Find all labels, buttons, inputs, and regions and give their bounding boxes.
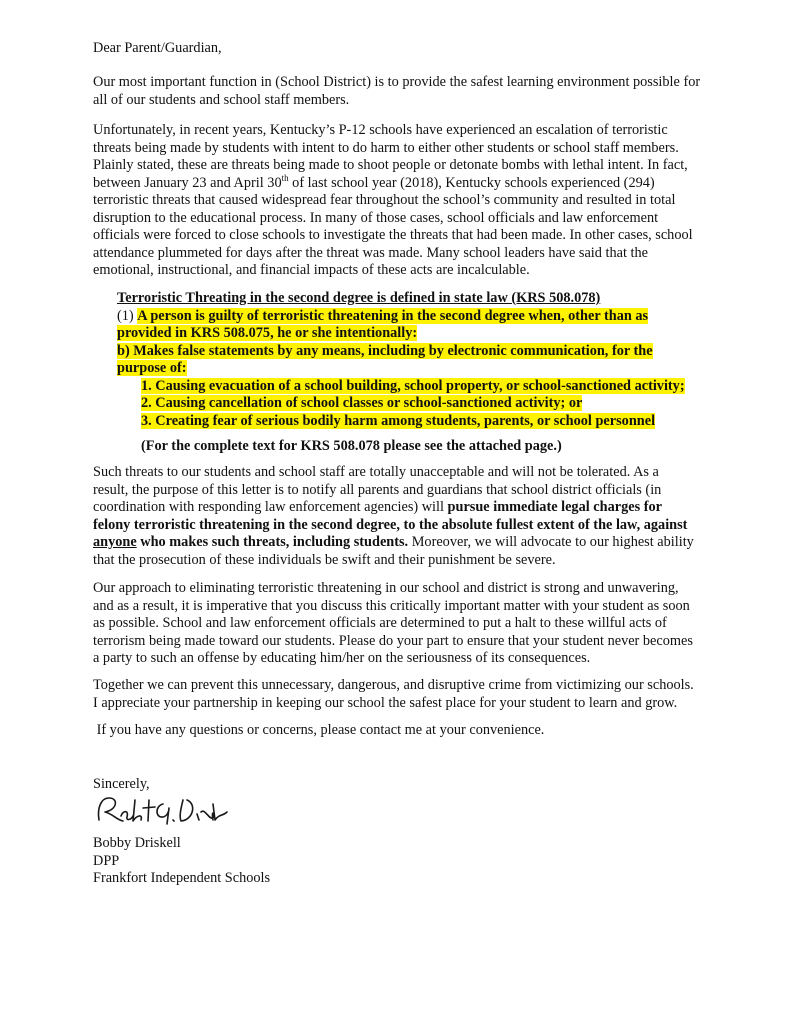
paragraph-line: felony terroristic threatening in the second degree, to the absolute fullest extent of the law, against (93, 516, 688, 533)
paragraph-line: emotional, instructional, and financial impacts of these acts are incalculable. (93, 262, 530, 278)
text-run: of last school year (2018), Kentucky schools experienced (294) (288, 174, 655, 191)
underlined-text: anyone (93, 534, 137, 550)
signer-name: Bobby Driskell (93, 835, 181, 851)
paragraph-line: Our approach to eliminating terroristic threatening in our school and district is strong and unwavering, (93, 580, 679, 596)
paragraph-line: result, the purpose of this letter is to notify all parents and guardians that school district officials (in (93, 481, 662, 498)
paragraph-line: Together we can prevent this unnecessary, dangerous, and disruptive crime from victimizing our schools. (93, 677, 694, 693)
paragraph-line: Such threats to our students and school staff are totally unacceptable and will not be tolerated. As a (93, 464, 659, 480)
highlighted-text: 1. Causing evacuation of a school building, school property, or school-sanctioned activity; (141, 377, 685, 394)
paragraph-line: disruption to the educational process. In many of those cases, school officials and law enforcement (93, 209, 659, 226)
law-note: (For the complete text for KRS 508.078 please see the attached page.) (141, 438, 562, 454)
handwritten-signature (93, 790, 238, 830)
paragraph-line: that the prosecution of these individuals be swift and their punishment be severe. (93, 551, 556, 568)
paragraph-line (93, 172, 655, 193)
highlighted-text: provided in KRS 508.075, he or she intentionally: (117, 325, 418, 341)
law-heading: Terroristic Threating in the second degree is defined in state law (KRS 508.078) (117, 290, 601, 306)
highlighted-text: purpose of: (117, 360, 187, 376)
paragraph-line: and as a result, it is imperative that you discuss this critically important matter with your student as soon (93, 597, 690, 614)
law-item-b-cont (117, 360, 187, 378)
signer-title: DPP (93, 852, 120, 869)
text-run: coordination with responding law enforcement agencies) will (93, 499, 448, 515)
highlighted-text: b) Makes false statements by any means, including by electronic communication, for the (117, 342, 653, 359)
paragraph-line: officials were forced to close schools to investigate the threats that had been made. In other cases, school (93, 227, 693, 243)
law-item-prefix: (1) (117, 307, 138, 324)
paragraph-contact: If you have any questions or concerns, please contact me at your convenience. (93, 722, 545, 738)
law-item-1 (117, 308, 648, 326)
salutation: Dear Parent/Guardian, (93, 40, 222, 56)
paragraph-line: terroristic threats that caused widespread fear throughout the school’s community and resulted in total (93, 192, 676, 208)
bold-text: pursue immediate legal charges for (447, 499, 662, 515)
paragraph-line: as possible. School and law enforcement officials are determined to put a halt to these willful acts of (93, 615, 667, 631)
law-subitem-1 (141, 378, 685, 396)
text-run: Moreover, we will advocate to our highest ability (408, 534, 694, 550)
paragraph-line: Plainly stated, these are threats being made to shoot people or detonate bombs with lethal intent. In fact, (93, 157, 688, 173)
highlighted-text: 3. Creating fear of serious bodily harm among students, parents, or school personnel (141, 412, 656, 429)
paragraph-line: attendance plummeted for days after the threat was made. Many school leaders have said that the (93, 244, 648, 261)
paragraph-line: terrorism being made toward our students. Please do your part to ensure that your student never becomes (93, 632, 693, 649)
paragraph-line: Unfortunately, in recent years, Kentucky’s P-12 schools have experienced an escalation of terroristic (93, 122, 668, 138)
superscript: th (281, 172, 289, 183)
paragraph-line: I appreciate your partnership in keeping our school the safest place for your student to learn and grow. (93, 694, 678, 711)
text-run: between January 23 and April 30 (93, 174, 282, 191)
paragraph-line (93, 534, 694, 552)
paragraph-intro: Our most important function in (School District) is to provide the safest learning environment possible for all of our students and school staff members. (93, 74, 701, 108)
bold-text: who makes such threats, including students. (136, 534, 409, 550)
law-item-b (117, 343, 653, 361)
law-subitem-3 (141, 413, 655, 431)
paragraph-line: a party to such an offense by educating him/her on the seriousness of its consequences. (93, 650, 591, 666)
closing: Sincerely, (93, 776, 150, 792)
law-item-1-cont (117, 325, 417, 343)
highlighted-text: 2. Causing cancellation of school classes or school-sanctioned activity; or (141, 395, 583, 411)
paragraph-line: threats being made by students with intent to do harm to either other students or school staff members. (93, 139, 679, 156)
paragraph-line (93, 499, 662, 517)
signer-organization: Frankfort Independent Schools (93, 870, 271, 886)
law-subitem-2 (141, 395, 582, 413)
highlighted-text: A person is guilty of terroristic threatening in the second degree when, other than as (137, 307, 649, 324)
